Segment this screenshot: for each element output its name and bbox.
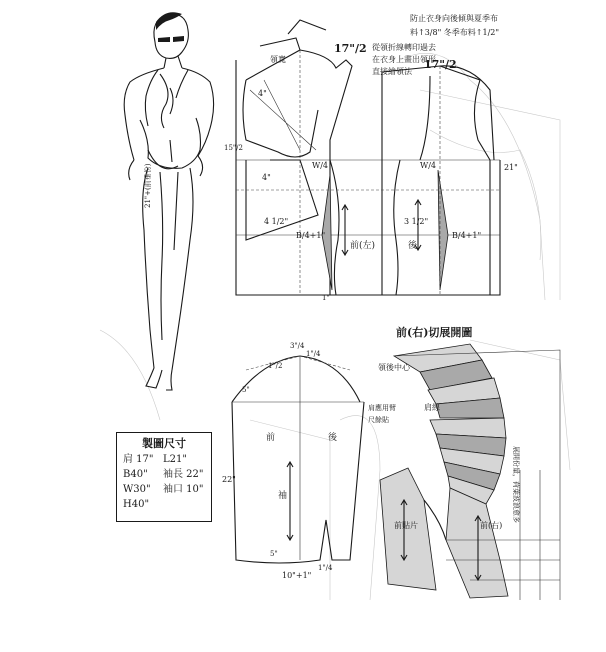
layout-title: 前(右)切展開圖 xyxy=(396,326,473,339)
collar-line-label: 肩線 xyxy=(424,403,440,412)
collar-note-3: 直接繪領法 xyxy=(372,67,412,76)
armhole-label-2: 4" xyxy=(262,173,271,182)
front-bust-label: B/4+1" xyxy=(296,231,326,240)
spread-note: 展開份量，荷葉波浪愈多 xyxy=(512,446,520,523)
cuff-label: 10"+1" xyxy=(282,571,312,580)
size-waist: W30" xyxy=(123,484,151,495)
fashion-figure xyxy=(124,12,213,390)
cap-right-label: 1"/4 xyxy=(306,350,321,358)
elbow-label: 5" xyxy=(242,386,250,394)
sunglasses-icon xyxy=(158,36,184,42)
facing-label: 前貼片 xyxy=(394,521,418,530)
fabric-note-line2: 料↑3/8" 冬季布料↑1/2" xyxy=(410,28,500,37)
size-sleeve-length: 袖長 22" xyxy=(163,469,204,480)
front-right-panel xyxy=(446,488,508,598)
neck-center-label: 領後中心 xyxy=(378,363,410,372)
collar-note-2: 在衣身上畫出領形 xyxy=(372,55,436,64)
back-label: 後 xyxy=(408,241,418,251)
size-row xyxy=(123,482,205,497)
sleeve-front-label: 前 xyxy=(266,433,276,443)
back-waist-label: W/4 xyxy=(420,161,437,170)
hem-offset-label: 1" xyxy=(322,294,330,302)
size-shoulder: 肩 17" xyxy=(123,454,154,465)
front-right-label: 前(右) xyxy=(480,521,503,530)
figure-right-arm xyxy=(182,68,214,156)
center-front-length: 21"+(前垂份) xyxy=(144,163,152,208)
front-left-label: 前(左) xyxy=(350,241,376,251)
back-shoulder-label: 17"/2 xyxy=(424,58,457,71)
collar-note-1: 從領折線轉印過去 xyxy=(372,43,436,52)
back-dart-label: 3 1/2" xyxy=(404,217,429,226)
lapel-label: 領寬 xyxy=(270,55,286,64)
figure-hair xyxy=(156,12,182,30)
slash-spread-layout xyxy=(368,344,560,600)
shoulder-line-label: 尺餘貼 xyxy=(368,416,389,424)
sleeve-center-label: 袖 xyxy=(278,491,288,501)
size-row xyxy=(123,497,205,512)
front-shoulder-label: 17"/2 xyxy=(334,42,367,55)
sleeve-body xyxy=(232,402,364,563)
size-bust: B40" xyxy=(123,469,148,480)
bust-depth-label: 15"/2 xyxy=(224,144,243,152)
back-dart xyxy=(438,170,448,290)
armhole-label: 4" xyxy=(258,89,267,98)
size-row xyxy=(123,467,205,482)
top-mark-label: 3"/4 xyxy=(290,342,305,350)
front-dart-label: 4 1/2" xyxy=(264,217,289,226)
back-length-label: 21" xyxy=(504,163,518,172)
sleeve-draft xyxy=(222,342,364,580)
front-waist-label: W/4 xyxy=(312,161,329,170)
size-row xyxy=(123,452,205,467)
bodice-frame xyxy=(236,60,500,295)
size-cuff: 袖口 10" xyxy=(163,484,204,495)
size-length: L21" xyxy=(163,454,187,465)
sleeve-length-label: 22" xyxy=(222,475,236,484)
hem-right-label: 1"/4 xyxy=(318,564,333,572)
cap-left-label: 1"/2 xyxy=(268,362,283,370)
size-hip: H40" xyxy=(123,499,150,510)
size-chart xyxy=(116,432,212,522)
figure-right-leg xyxy=(172,168,193,370)
sleeve-cap xyxy=(232,356,360,402)
fabric-note xyxy=(410,12,499,40)
sleeve-back-label: 後 xyxy=(328,433,338,443)
back-bust-label: B/4+1" xyxy=(452,231,482,240)
figure-left-arm xyxy=(124,68,164,160)
fabric-note-line1: 防止衣身向後傾與夏季布 xyxy=(410,14,498,23)
shoulder-use-label: 肩應用臂 xyxy=(368,404,396,412)
hem-left-label: 5" xyxy=(270,550,278,558)
size-chart-title: 製圖尺寸 xyxy=(142,437,186,450)
bodice-draft xyxy=(143,20,518,302)
